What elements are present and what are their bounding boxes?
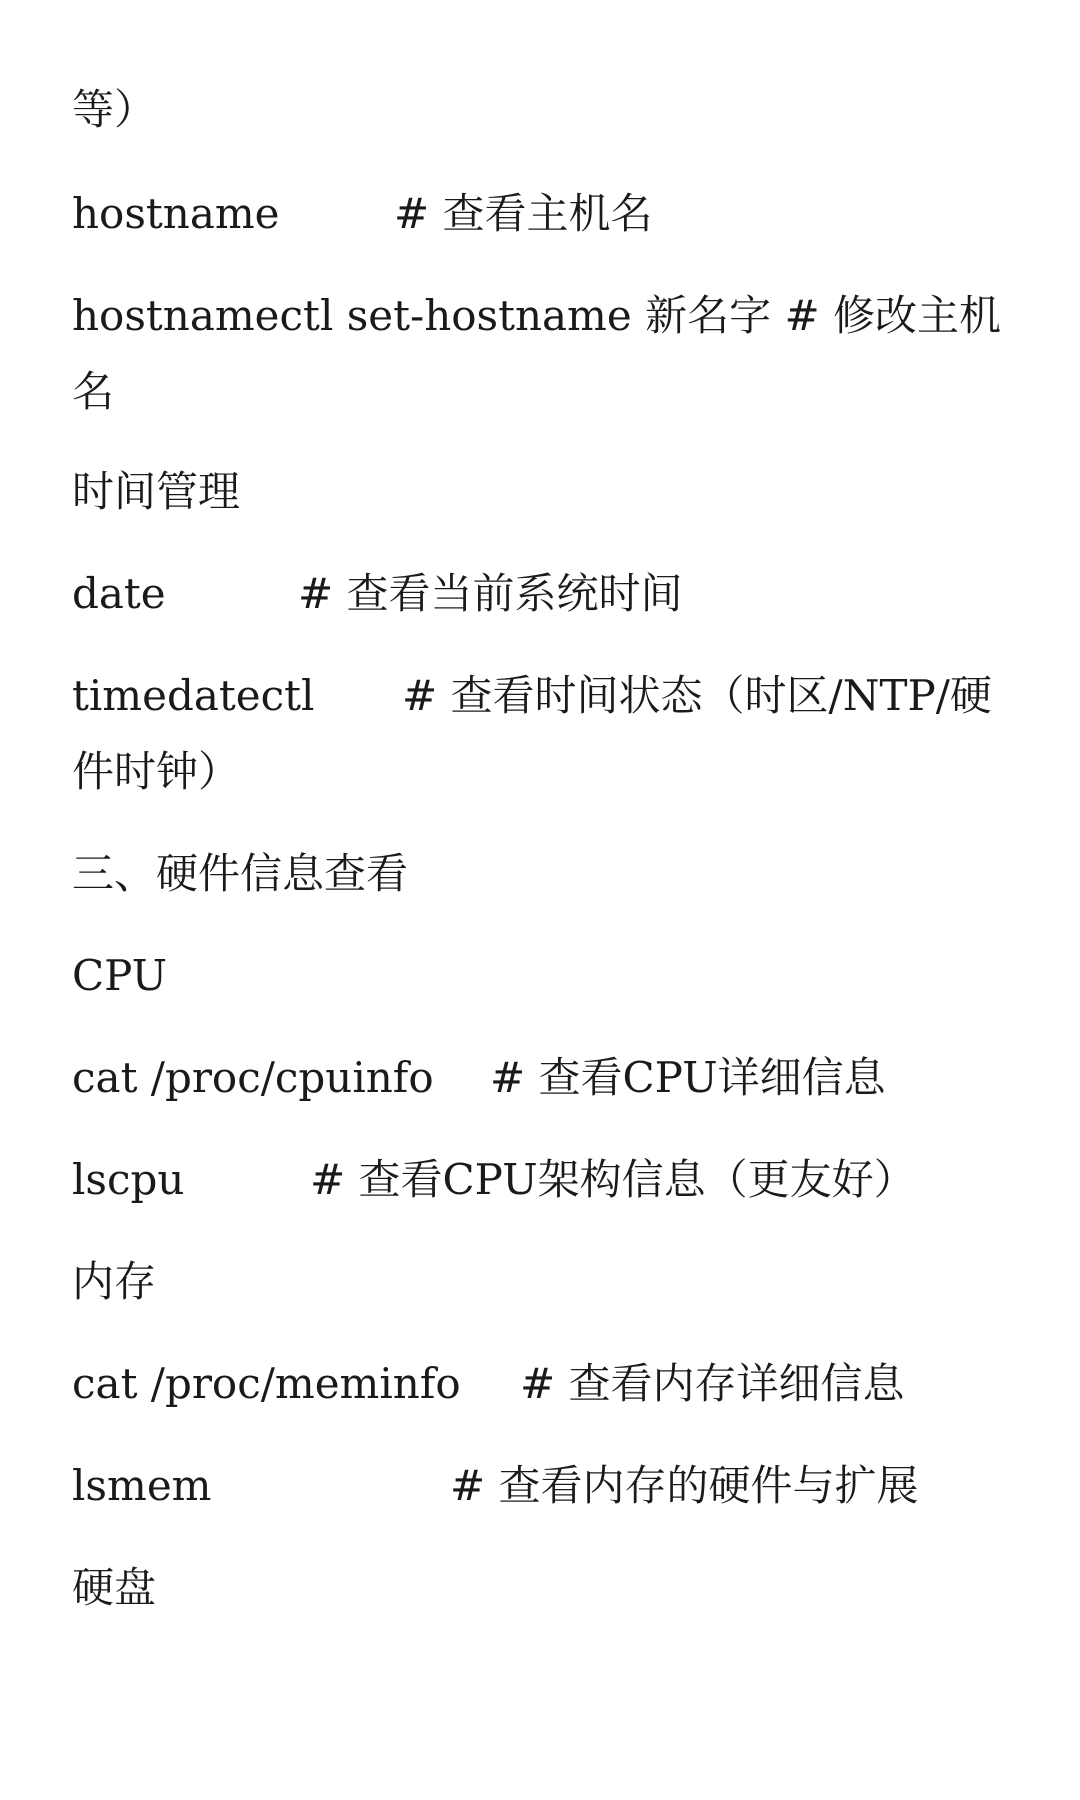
command-comment: # 查看CPU架构信息（更友好）	[310, 1155, 916, 1204]
command-comment: # 查看当前系统时间	[298, 569, 683, 618]
command-text: lscpu	[72, 1155, 185, 1204]
subsection-heading: 内存	[72, 1257, 157, 1306]
command-text: hostname	[72, 189, 280, 238]
command-text: lsmem	[72, 1461, 212, 1510]
command-line	[72, 1142, 916, 1218]
command-text: cat /proc/cpuinfo	[72, 1053, 434, 1102]
command-line	[72, 556, 683, 632]
text-line: 件时钟）	[72, 747, 241, 796]
command-line	[72, 1040, 886, 1116]
command-text: timedatectl	[72, 671, 315, 720]
subsection-heading: CPU	[72, 951, 168, 1000]
section-heading: 三、硬件信息查看	[72, 849, 409, 898]
subsection-heading: 硬盘	[72, 1563, 157, 1612]
command-comment: # 查看主机名	[394, 189, 653, 238]
command-comment: # 查看时间状态（时区/NTP/硬	[402, 671, 992, 720]
text-line: 名	[72, 367, 115, 416]
command-line	[72, 658, 992, 734]
command-comment: # 查看内存详细信息	[520, 1359, 905, 1408]
text-line: 等）	[72, 85, 157, 134]
command-line	[72, 1346, 905, 1422]
command-text: cat /proc/meminfo	[72, 1359, 461, 1408]
section-heading: 时间管理	[72, 467, 241, 516]
command-line	[72, 176, 653, 252]
text-line: hostnamectl set-hostname 新名字 # 修改主机	[72, 291, 1001, 340]
command-comment: # 查看内存的硬件与扩展	[450, 1461, 919, 1510]
command-line	[72, 1448, 919, 1524]
command-comment: # 查看CPU详细信息	[490, 1053, 886, 1102]
command-text: date	[72, 569, 166, 618]
